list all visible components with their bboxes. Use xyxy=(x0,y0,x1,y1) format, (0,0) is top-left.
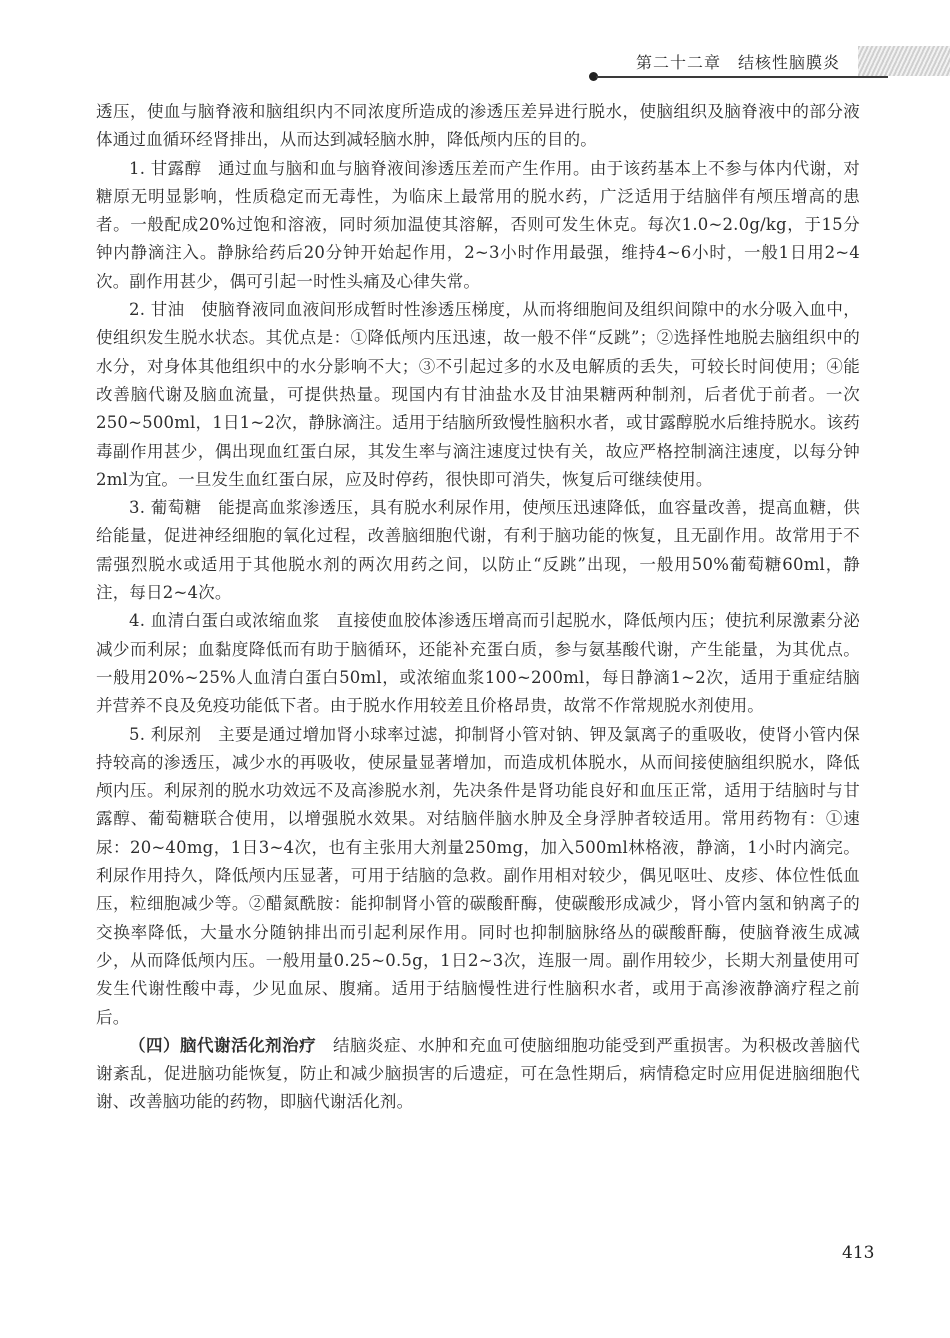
paragraph-body: 能提高血浆渗透压，具有脱水利尿作用，使颅压迅速降低，血容量改善，提高血糖，供给能量，促进神经细胞的氧化过程，改善脑细胞代谢，有利于脑功能的恢复，且无副作用。故常用于不需强烈脱水或适用于其他脱水剂的两次用药之间，以防止“反跳”出现，一般用50%葡萄糖60ml，静注，每日2~4次。 xyxy=(96,498,860,603)
paragraph-heading: 5. 利尿剂 xyxy=(129,724,202,744)
paragraph-mannitol xyxy=(96,155,860,296)
paragraph-diuretics xyxy=(96,721,860,1032)
paragraph-heading: 3. 葡萄糖 xyxy=(129,498,202,518)
section-heading: （四）脑代谢活化剂治疗 xyxy=(129,1035,317,1055)
paragraph-metabolic-activators xyxy=(96,1032,860,1117)
paragraph-albumin xyxy=(96,607,860,720)
page-number: 413 xyxy=(842,1243,875,1263)
paragraph-body: 直接使血胶体渗透压增高而引起脱水，降低颅内压；使抗利尿激素分泌减少而利尿；血黏度降低而有助于脑循环，还能补充蛋白质，参与氨基酸代谢，产生能量，为其优点。一般用20%~25%人血清白蛋白50ml，或浓缩血浆100~200ml，每日静滴1~2次，适用于重症结脑并营养不良及免疫功能低下者。由于脱水作用较差且价格昂贵，故常不作常规脱水剂使用。 xyxy=(96,611,861,716)
header-rule xyxy=(596,76,888,78)
paragraph-body: 结脑炎症、水肿和充血可使脑细胞功能受到严重损害。为积极改善脑代谢紊乱，促进脑功能恢复，防止和减少脑损害的后遗症，可在急性期后，病情稳定时应用促进脑细胞代谢、改善脑功能的药物，即脑代谢活化剂。 xyxy=(96,1035,861,1112)
chapter-title: 第二十二章 结核性脑膜炎 xyxy=(636,53,841,72)
paragraph-glycerol xyxy=(96,296,860,494)
body-text xyxy=(96,98,860,1117)
header-decoration xyxy=(858,46,950,76)
paragraph-body: 透压，使血与脑脊液和脑组织内不同浓度所造成的渗透压差异进行脱水，使脑组织及脑脊液中的部分液体通过血循环经肾排出，从而达到减轻脑水肿，降低颅内压的目的。 xyxy=(96,102,860,150)
paragraph-body: 使脑脊液同血液间形成暂时性渗透压梯度，从而将细胞间及组织间隙中的水分吸入血中，使组织发生脱水状态。其优点是：①降低颅内压迅速，故一般不伴“反跳”；②选择性地脱去脑组织中的水分，对身体其他组织中的水分影响不大；③不引起过多的水及电解质的丢失，可较长时间使用；④能改善脑代谢及脑血流量，可提供热量。现国内有甘油盐水及甘油果糖两种制剂，后者优于前者。一次250~500ml，1日1~2次，静脉滴注。适用于结脑所致慢性脑积水者，或甘露醇脱水后维持脱水。该药毒副作用甚少，偶出现血红蛋白尿，其发生率与滴注速度过快有关，故应严格控制滴注速度，以每分钟2ml为宜。一旦发生血红蛋白尿，应及时停药，很快即可消失，恢复后可继续使用。 xyxy=(96,300,860,489)
paragraph-heading: 1. 甘露醇 xyxy=(129,158,202,178)
paragraph-body: 主要是通过增加肾小球率过滤，抑制肾小管对钠、钾及氯离子的重吸收，使肾小管内保持较高的渗透压，减少水的再吸收，使尿量显著增加，而造成机体脱水，从而间接使脑组织脱水，降低颅内压。利尿剂的脱水功效远不及高渗脱水剂，先决条件是肾功能良好和血压正常，适用于结脑时与甘露醇、葡萄糖联合使用，以增强脱水效果。对结脑伴脑水肿及全身浮肿者较适用。常用药物有：①速尿：20~40mg，1日3~4次，也有主张用大剂量250mg，加入500ml林格液，静滴，1小时内滴完。利尿作用持久，降低颅内压显著，可用于结脑的急救。副作用相对较少，偶见呕吐、皮疹、体位性低血压，粒细胞减少等。②醋氮酰胺：能抑制肾小管的碳酸酐酶，使碳酸形成减少，肾小管内氢和钠离子的交换率降低，大量水分随钠排出而引起利尿作用。同时也抑制脑脉络丛的碳酸酐酶，使脑脊液生成减少，从而降低颅内压。一般用量0.25~0.5g，1日2~3次，连服一周。副作用较少，长期大剂量使用可发生代谢性酸中毒，少见血尿、腹痛。适用于结脑慢性进行性脑积水者，或用于高渗液静滴疗程之前后。 xyxy=(96,724,860,1027)
running-header xyxy=(0,0,950,90)
paragraph-body: 通过血与脑和血与脑脊液间渗透压差而产生作用。由于该药基本上不参与体内代谢，对糖原无明显影响，性质稳定而无毒性，为临床上最常用的脱水药，广泛适用于结脑伴有颅压增高的患者。一般配成20%过饱和溶液，同时须加温使其溶解，否则可发生休克。每次1.0~2.0g/kg，于15分钟内静滴注入。静脉给药后20分钟开始起作用，2~3小时作用最强，维持4~6小时，一般1日用2~4次。副作用甚少，偶可引起一时性头痛及心律失常。 xyxy=(96,158,860,291)
paragraph-heading: 2. 甘油 xyxy=(129,300,185,320)
paragraph-continuation xyxy=(96,98,860,155)
paragraph-heading: 4. 血清白蛋白或浓缩血浆 xyxy=(129,611,320,631)
paragraph-glucose xyxy=(96,494,860,607)
